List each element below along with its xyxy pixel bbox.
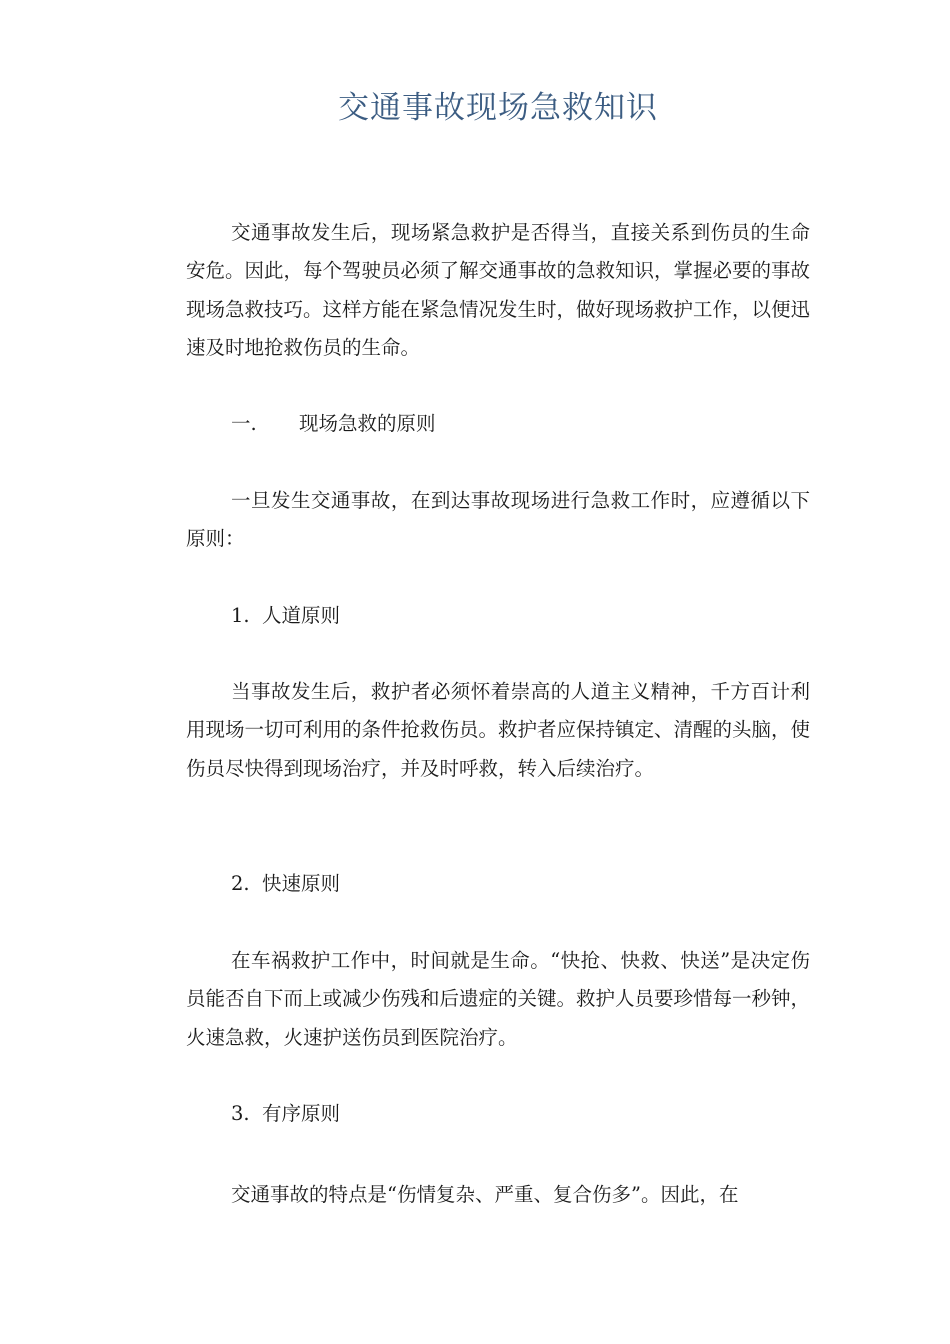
principle-title: 有序原则 xyxy=(262,1102,341,1125)
principle-heading-1 xyxy=(231,597,340,635)
intro-paragraph: 交通事故发生后，现场紧急救护是否得当，直接关系到伤员的生命安危。因此，每个驾驶员必须了解交通事故的急救知识，掌握必要的事故现场急救技巧。这样方能在紧急情况发生时，做好现场救护工作，以便迅速及时地抢救伤员的生命。 xyxy=(186,221,811,359)
section-number: 一. xyxy=(231,412,257,435)
section-heading xyxy=(231,405,436,443)
principle-number: 2. xyxy=(231,872,250,895)
principle-number: 1. xyxy=(231,604,250,627)
principle-number: 3. xyxy=(231,1102,250,1125)
document-title: 交通事故现场急救知识 xyxy=(338,90,658,126)
principle-paragraph-3: 交通事故的特点是“伤情复杂、严重、复合伤多”。因此，在 xyxy=(231,1183,739,1206)
principle-paragraph-2: 在车祸救护工作中，时间就是生命。“快抢、快救、快送”是决定伤员能否自下而上或减少伤残和后遗症的关键。救护人员要珍惜每一秒钟，火速急救，火速护送伤员到医院治疗。 xyxy=(186,949,811,1049)
principle-title: 快速原则 xyxy=(262,872,341,895)
principle-heading-2 xyxy=(231,865,340,903)
principle-heading-3 xyxy=(231,1095,340,1133)
section-intro-paragraph: 一旦发生交通事故，在到达事故现场进行急救工作时，应遵循以下原则： xyxy=(186,489,810,551)
section-title: 现场急救的原则 xyxy=(299,412,436,435)
principle-title: 人道原则 xyxy=(262,604,341,627)
principle-paragraph-1: 当事故发生后，救护者必须怀着崇高的人道主义精神，千方百计利用现场一切可利用的条件抢救伤员。救护者应保持镇定、清醒的头脑，使伤员尽快得到现场治疗，并及时呼救，转入后续治疗。 xyxy=(186,680,811,780)
